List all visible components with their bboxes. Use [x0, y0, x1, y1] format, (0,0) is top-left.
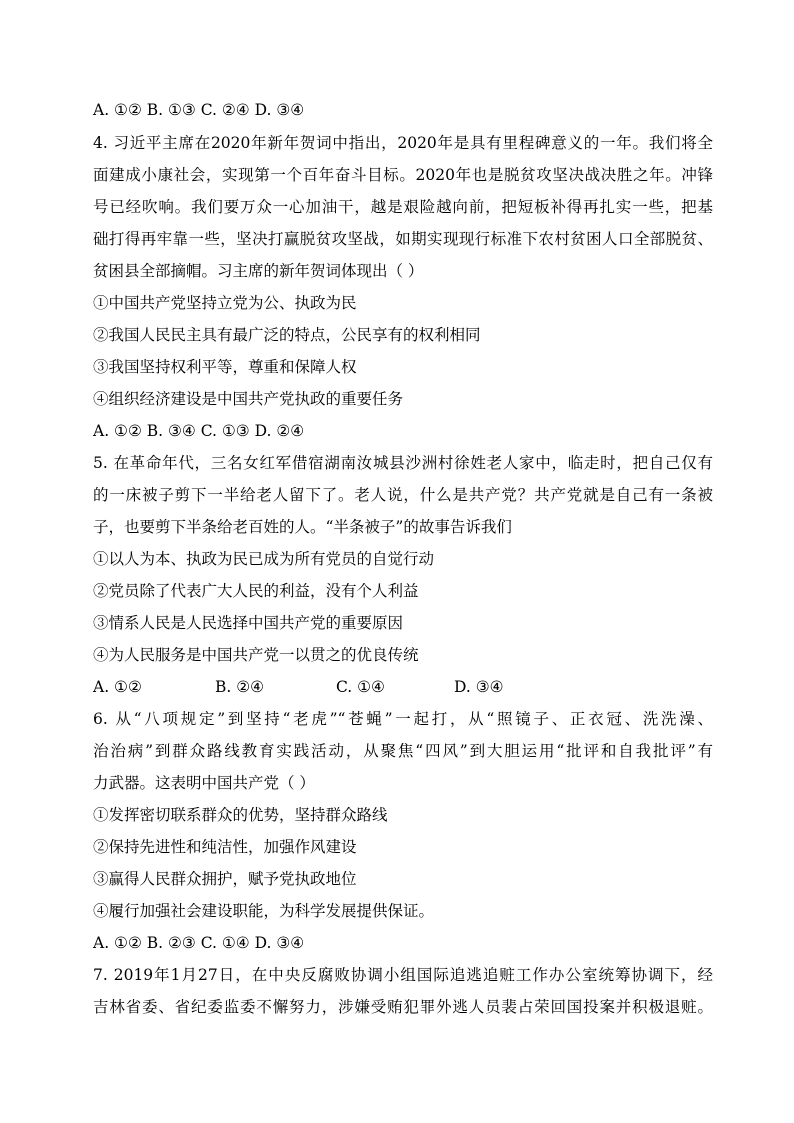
q6-answer-options: A. ①② B. ②③ C. ①④ D. ③④ — [93, 934, 305, 952]
q6-option-3: ③赢得人民群众拥护，赋予党执政地位 — [93, 870, 357, 888]
q5-stem-line-3: 子，也要剪下半条给老百姓的人。“半条被子”的故事告诉我们 — [93, 518, 512, 536]
q4-answer-options: A. ①② B. ③④ C. ①③ D. ②④ — [93, 422, 305, 440]
q5-answer-a: A. ①② — [93, 678, 142, 696]
q5-option-2: ②党员除了代表广大人民的利益，没有个人利益 — [93, 582, 419, 600]
q6-stem-line-2: 治治病”到群众路线教育实践活动，从聚焦“四风”到大胆运用“批评和自我批评”有 — [93, 742, 713, 760]
q4-stem-line-3: 号已经吹响。我们要万众一心加油干，越是艰险越向前，把短板补得再扎实一些，把基 — [93, 198, 713, 216]
q7-stem-line-1: 7. 2019年1月27日，在中央反腐败协调小组国际追逃追赃工作办公室统筹协调下，经 — [93, 966, 713, 984]
q7-stem-line-2: 吉林省委、省纪委监委不懈努力，涉嫌受贿犯罪外逃人员裴占荣回国投案并积极退赃。 — [93, 998, 713, 1016]
q5-answer-options — [93, 677, 713, 697]
q6-stem-line-1: 6. 从“八项规定”到坚持“老虎”“苍蝇”一起打，从“照镜子、正衣冠、洗洗澡、 — [93, 710, 713, 728]
q3-answer-options: A. ①② B. ①③ C. ②④ D. ③④ — [93, 101, 305, 119]
q5-option-3: ③情系人民是人民选择中国共产党的重要原因 — [93, 614, 404, 632]
q4-option-1: ①中国共产党坚持立党为公、执政为民 — [93, 294, 357, 312]
q5-stem-line-2: 的一床被子剪下一半给老人留下了。老人说，什么是共产党？共产党就是自己有一条被 — [93, 486, 713, 504]
q5-option-4: ④为人民服务是中国共产党一以贯之的优良传统 — [93, 646, 419, 664]
q6-option-2: ②保持先进性和纯洁性，加强作风建设 — [93, 838, 357, 856]
q5-answer-c: C. ①④ — [336, 678, 385, 696]
q4-stem-line-2: 面建成小康社会，实现第一个百年奋斗目标。2020年也是脱贫攻坚决战决胜之年。冲锋 — [93, 166, 713, 184]
q4-option-2: ②我国人民民主具有最广泛的特点，公民享有的权利相同 — [93, 326, 481, 344]
q5-option-1: ①以人为本、执政为民已成为所有党员的自觉行动 — [93, 550, 435, 568]
q4-option-3: ③我国坚持权利平等，尊重和保障人权 — [93, 358, 357, 376]
q4-stem-line-4: 础打得再牢靠一些，坚决打赢脱贫攻坚战，如期实现现行标准下农村贫困人口全部脱贫、 — [93, 230, 713, 248]
q6-option-1: ①发挥密切联系群众的优势，坚持群众路线 — [93, 806, 388, 824]
q5-answer-d: D. ③④ — [454, 678, 504, 696]
q4-stem-line-1: 4. 习近平主席在2020年新年贺词中指出，2020年是具有里程碑意义的一年。我们将全 — [93, 134, 713, 152]
q6-stem-line-3: 力武器。这表明中国共产党（ ） — [93, 774, 315, 792]
q6-option-4: ④履行加强社会建设职能，为科学发展提供保证。 — [93, 902, 435, 920]
q4-stem-line-5: 贫困县全部摘帽。习主席的新年贺词体现出（ ） — [93, 262, 424, 280]
q5-stem-line-1: 5. 在革命年代，三名女红军借宿湖南汝城县沙洲村徐姓老人家中，临走时，把自己仅有 — [93, 454, 713, 472]
q4-option-4: ④组织经济建设是中国共产党执政的重要任务 — [93, 390, 404, 408]
q5-answer-b: B. ②④ — [215, 678, 265, 696]
